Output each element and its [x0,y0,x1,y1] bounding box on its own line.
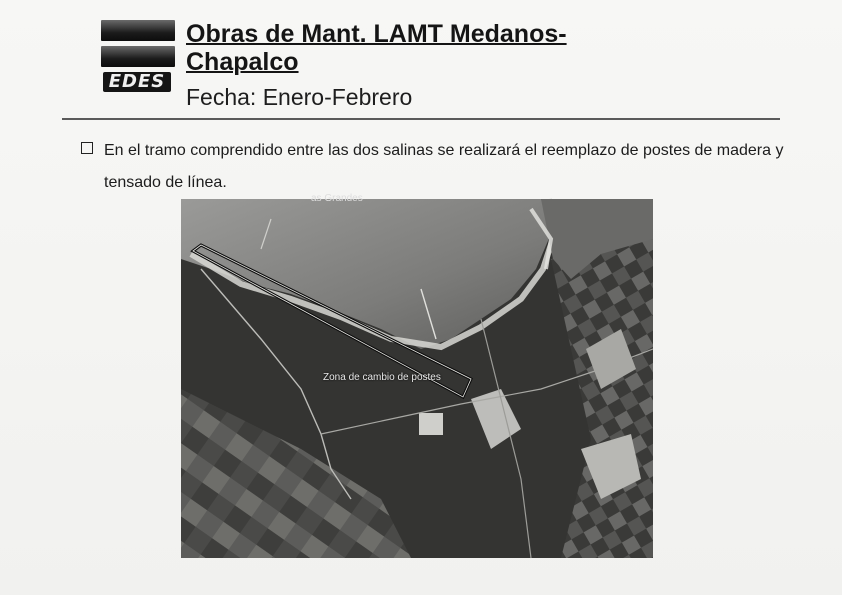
bullet-text: En el tramo comprendido entre las dos salinas se realizará el reemplazo de postes de madera y tensado de línea. [104,142,784,191]
satellite-map-image [181,193,653,558]
map-zone-label: Zona de cambio de postes [323,372,441,383]
logo-plate: EDES [103,72,171,92]
checkbox-bullet-icon [81,142,93,154]
logo-bar-top [101,20,175,41]
header-divider [62,118,780,120]
map-top-label: as Grandes [311,193,363,204]
logo-bar-middle [101,46,175,67]
page-title: Obras de Mant. LAMT Medanos-Chapalco [186,20,567,76]
edes-logo [101,20,175,96]
page-date: Fecha: Enero-Febrero [186,84,413,110]
